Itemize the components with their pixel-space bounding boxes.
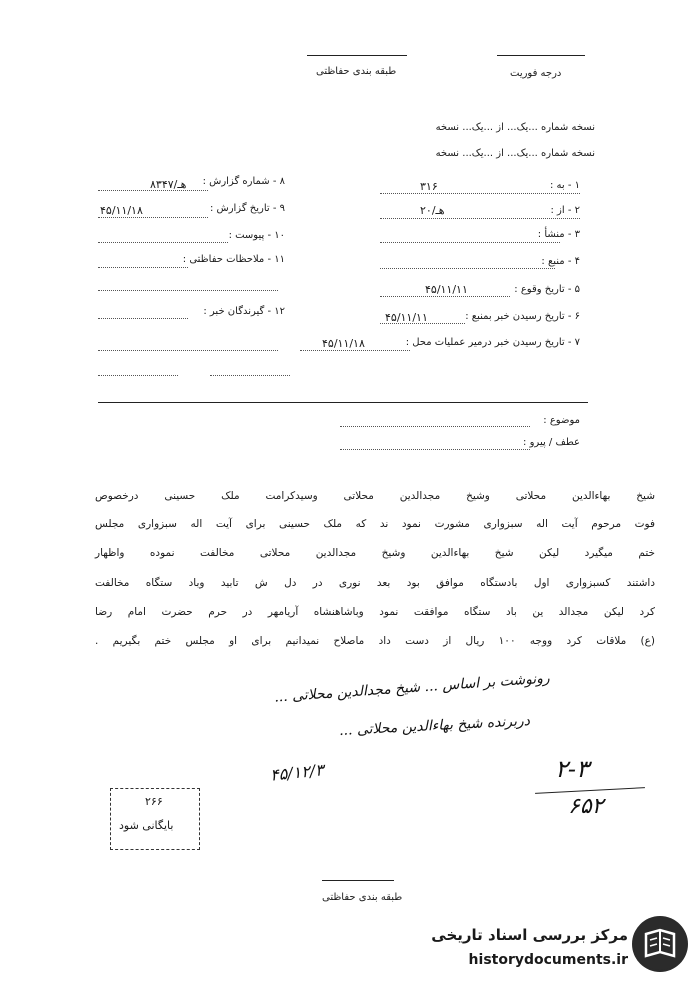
field-security-notes-dots-2 — [98, 290, 278, 291]
field-from-value: ۲۰/هـ — [420, 204, 445, 217]
field-to-dots — [380, 193, 580, 194]
field-report-date-value: ۴۵/۱۱/۱۸ — [100, 204, 143, 217]
body-line-3: ختم میگیرد لیکن شیخ بهاءالدین وشیخ مجدالدین محلاتی مخالفت نموده واظهار — [95, 547, 655, 559]
handwritten-note-2: دربرنده شیخ بهاءالدین محلاتی ... — [338, 713, 531, 739]
handwritten-date: ۴۵/۱۲/۳ — [269, 760, 325, 785]
field-security-notes-dots — [98, 267, 188, 268]
archive-logo-icon — [632, 916, 688, 972]
field-source-receipt-date-label: ۶ - تاریخ رسیدن خبر بمنبع : — [465, 311, 580, 322]
field-source-dots — [380, 268, 555, 269]
field-from-label: ۲ - از : — [550, 205, 580, 216]
body-line-5: کرد لیکن مجدالد ین باد ستگاه موافقت نمود وباشاهنشاه آریامهر در حرم حضرت امام رضا — [95, 606, 655, 618]
body-line-4: داشتند کسبزواری اول بادستگاه موافق بود بعد نوری در دل ش تابید وباد ستگاه مخالفت — [95, 577, 655, 589]
priority-label: درجه فوریت — [510, 68, 562, 79]
field-occurrence-date-dots — [380, 296, 510, 297]
reference-label: عطف / پیرو : — [523, 437, 580, 448]
reference-dots — [340, 449, 530, 450]
field-recipients-dots-2 — [98, 350, 278, 351]
field-security-notes-label: ۱۱ - ملاحظات حفاظتی : — [182, 254, 285, 265]
stamp-number: ۲۶۶ — [145, 795, 163, 808]
field-report-date-label: ۹ - تاریخ گزارش : — [209, 203, 285, 214]
field-recipients-label: ۱۲ - گیرندگان خبر : — [203, 306, 285, 317]
subject-label: موضوع : — [543, 415, 580, 426]
stamp-text: بایگانی شود — [119, 819, 174, 832]
watermark-url: historydocuments.ir — [468, 952, 628, 968]
field-report-number-label: ۸ - شماره گزارش : — [202, 176, 285, 187]
field-source-receipt-date-dots — [380, 323, 465, 324]
section-divider — [98, 402, 588, 403]
body-line-2: فوت مرحوم آیت اله سبزواری مشورت نمود ند که ملک حسینی برای آیت اله سبزواری مجلس — [95, 518, 655, 530]
field-source-label: ۴ - منبع : — [541, 256, 580, 267]
watermark-title: مرکز بررسی اسناد تاریخی — [431, 926, 628, 944]
field-recipients-dots-4 — [210, 375, 290, 376]
field-report-date-dots — [98, 217, 208, 218]
field-to-value: ۳۱۶ — [420, 180, 438, 193]
footer-rule — [322, 880, 394, 881]
field-ops-receipt-date-label: ۷ - تاریخ رسیدن خبر درمیر عملیات محل : — [405, 337, 580, 348]
copy-number-line-2: نسخه شماره ...یک... از ...یک... نسخه — [435, 148, 595, 159]
header-rule-priority — [497, 55, 585, 56]
copy-number-line-1: نسخه شماره ...یک... از ...یک... نسخه — [435, 122, 595, 133]
classification-label: طبقه بندی حفاظتی — [316, 66, 397, 77]
body-line-1: شیخ بهاءالدین محلاتی وشیخ مجدالدین محلاتی وسیدکرامت ملک حسینی درخصوص — [95, 490, 655, 502]
header-rule-classification — [307, 55, 407, 56]
field-occurrence-date-value: ۴۵/۱۱/۱۱ — [425, 283, 468, 296]
field-recipients-dots — [98, 318, 188, 319]
archive-stamp — [110, 788, 200, 850]
field-attachment-label: ۱۰ - پیوست : — [228, 230, 285, 241]
field-origin-dots — [380, 242, 560, 243]
field-report-number-value: ۸۳۴۷/هـ — [150, 178, 187, 191]
field-recipients-dots-3 — [98, 375, 178, 376]
handwritten-fraction-bottom: ۶۵۲ — [568, 794, 604, 819]
field-source-receipt-date-value: ۴۵/۱۱/۱۱ — [385, 311, 428, 324]
field-report-number-dots — [98, 190, 208, 191]
field-from-dots — [380, 218, 580, 219]
subject-dots — [340, 426, 530, 427]
handwritten-fraction-top: ۲-۳ — [555, 755, 589, 783]
handwritten-note-1: رونوشت بر اساس ... شیخ مجدالدین محلاتی ... — [273, 670, 551, 706]
field-occurrence-date-label: ۵ - تاریخ وقوع : — [514, 284, 580, 295]
field-origin-label: ۳ - منشأ : — [537, 229, 580, 240]
footer-classification-label: طبقه بندی حفاظتی — [322, 892, 403, 903]
field-to-label: ۱ - به : — [549, 180, 580, 191]
body-line-6: (ع) ملاقات کرد ووجه ۱۰۰ ریال از دست داد ماصلاح نمیدانیم برای او مجلس ختم بگیریم . — [95, 635, 655, 647]
field-ops-receipt-date-dots — [300, 350, 410, 351]
archive-center-logo — [632, 916, 688, 972]
field-attachment-dots — [98, 242, 228, 243]
field-ops-receipt-date-value: ۴۵/۱۱/۱۸ — [322, 337, 365, 350]
handwritten-fraction-bar — [535, 787, 645, 794]
